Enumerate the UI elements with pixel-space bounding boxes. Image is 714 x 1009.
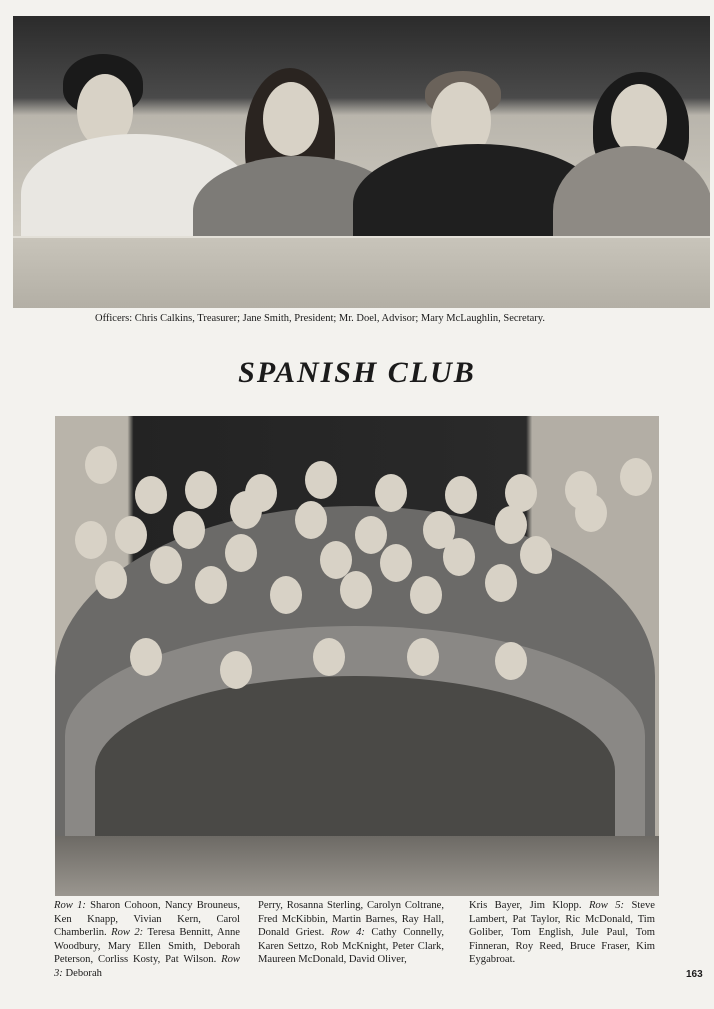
member-list-column-3 [469, 899, 655, 967]
row-label: Row 4: [330, 927, 365, 939]
member-names: Cathy Connelly, Karen Settzo, Rob McKnight, Peter Clark, Maureen McDonald, David Oliver, [258, 927, 445, 966]
member-names: Steve Lambert, Pat Taylor, Ric McDonald, Tim Goliber, Tom English, Jule Paul, Tom Finneran, Roy Reed, Bruce Fraser, Kim Eygabroat. [469, 900, 655, 966]
row-label: Row 3: [54, 954, 240, 979]
member-list-column-2 [258, 899, 444, 967]
member-names: Teresa Bennitt, Anne Woodbury, Mary Ellen Smith, Deborah Peterson, Corliss Kosty, Pat Wilson. [54, 927, 240, 966]
row-label: Row 5: [588, 900, 625, 911]
officers-caption: Officers: Chris Calkins, Treasurer; Jane Smith, President; Mr. Doel, Advisor; Mary McLaughlin, Secretary. [95, 313, 545, 324]
page-number: 163 [686, 969, 703, 980]
row-label: Row 2: [111, 927, 144, 939]
member-names: Deborah [62, 967, 102, 979]
member-names: Perry, Rosanna Sterling, Carolyn Coltrane, Fred McKibbin, Martin Barnes, Ray Hall, Donald Griest. [258, 900, 444, 939]
club-title: SPANISH CLUB [238, 356, 476, 389]
officers-photo [13, 16, 710, 308]
member-names: Sharon Cohoon, Nancy Brouneus, Ken Knapp, Vivian Kern, Carol Chamberlin. [54, 900, 240, 939]
group-photo [55, 416, 659, 896]
member-list-column-1 [54, 899, 240, 981]
member-names: Kris Bayer, Jim Klopp. [469, 900, 589, 911]
row-label: Row 1: [54, 900, 86, 911]
